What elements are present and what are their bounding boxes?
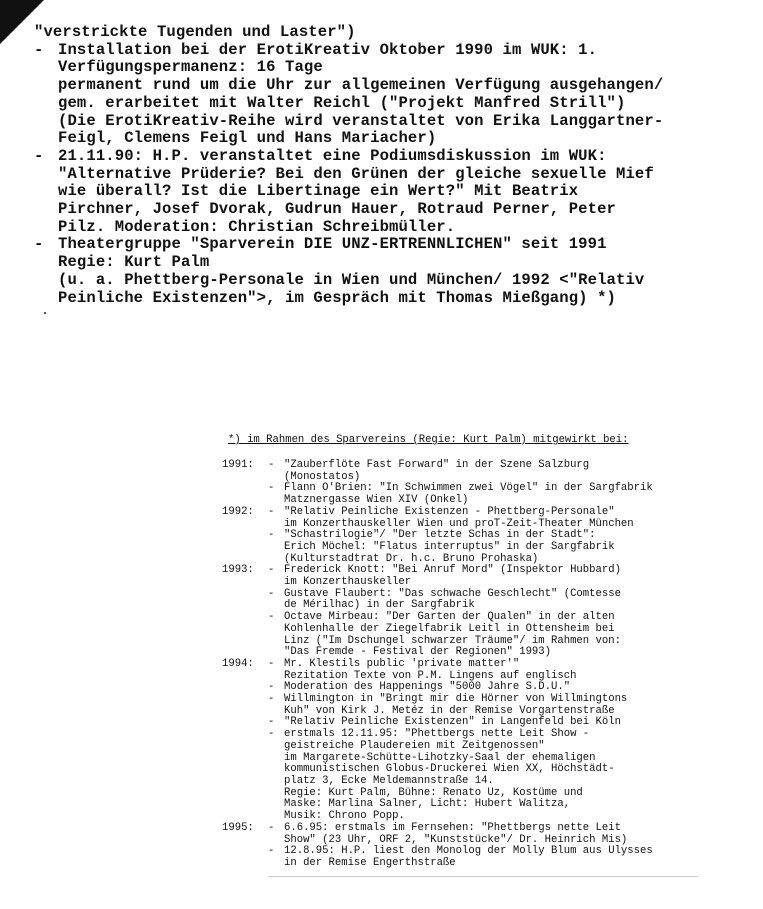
activity-line: Verfügungspermanenz: 16 Tage bbox=[58, 58, 323, 77]
entry-text: Show" (23 Uhr, ORF 2, "Kunststücke"/ Dr. Heinrich Mis) bbox=[284, 833, 628, 846]
entry-text: "Schastrilogie"/ "Der letzte Schas in der Stadt": bbox=[284, 529, 596, 542]
entry-text: 6.6.95: erstmals im Fernsehen: "Phettbergs nette Leit bbox=[284, 821, 621, 834]
activity-line: Regie: Kurt Palm bbox=[58, 253, 210, 272]
entry-text: (Monostatos) bbox=[284, 470, 361, 483]
entry-dash: - bbox=[268, 821, 275, 834]
entry-text: Frederick Knott: "Bei Anruf Mord" (Inspektor Hubbard) bbox=[284, 564, 621, 577]
entry-text: geistreiche Plaudereien mit Zeitgenossen" bbox=[284, 739, 545, 752]
entry-dash: - bbox=[268, 728, 275, 741]
year-group bbox=[222, 565, 653, 659]
entry-text: Linz ("Im Dschungel schwarzer Träume"/ im Rahmen von: bbox=[284, 634, 621, 647]
entry-text: Flann O'Brien: "In Schwimmen zwei Vögel" in der Sargfabrik bbox=[284, 482, 653, 495]
entry-text: de Mérilhac) in der Sargfabrik bbox=[284, 599, 475, 612]
activity-line: "Alternative Prüderie? Bei den Grünen der gleiche sexuelle Mief bbox=[58, 164, 654, 183]
year-label: 1993: bbox=[222, 564, 254, 577]
entry-dash: - bbox=[268, 529, 275, 542]
entry-text: erstmals 12.11.95: "Phettbergs nette Leit Show - bbox=[284, 728, 590, 741]
year-label: 1992: bbox=[222, 505, 254, 518]
activity-line: (Die ErotiKreativ-Reihe wird veranstaltet von Erika Langgartner- bbox=[58, 111, 664, 130]
year-group bbox=[222, 507, 653, 566]
entry-dash: - bbox=[268, 845, 275, 858]
activity-line: Installation bei der ErotiKreativ Oktober 1990 im WUK: 1. bbox=[58, 40, 598, 59]
activity-line: 21.11.90: H.P. veranstaltet eine Podiumsdiskussion im WUK: bbox=[58, 146, 607, 165]
entry-dash: - bbox=[268, 716, 275, 729]
footnote-line bbox=[222, 858, 653, 870]
scan-baseline bbox=[268, 876, 698, 877]
year-label: 1995: bbox=[222, 821, 254, 834]
entry-text: Willmington in "Bringt mir die Hörner von Willmingtons bbox=[284, 693, 628, 706]
entry-text: (Kulturstadtrat Dr. h.c. Bruno Prohaska) bbox=[284, 552, 539, 565]
activity-line: Peinliche Existenzen">, im Gespräch mit Thomas Mießgang) *) bbox=[58, 288, 617, 307]
entry-text: im Margarete-Schütte-Lihotzky-Saal der ehemaligen bbox=[284, 751, 596, 764]
entry-dash: - bbox=[268, 657, 275, 670]
entry-dash: - bbox=[268, 459, 275, 471]
activity-line: Pirchner, Josef Dvorak, Gudrun Hauer, Rotraud Perner, Peter bbox=[58, 200, 617, 219]
year-group bbox=[222, 460, 653, 507]
entry-dash: - bbox=[268, 505, 275, 518]
activity-item bbox=[34, 148, 754, 237]
entry-text: 12.8.95: H.P. liest den Monolog der Molly Blum aus Ulysses bbox=[284, 845, 653, 858]
entry-text: "Relativ Peinliche Existenzen" in Langenfeld bei Köln bbox=[284, 716, 621, 729]
scan-speck bbox=[44, 312, 46, 314]
entry-text: Maske: Marlina Salner, Licht: Hubert Walitza, bbox=[284, 798, 571, 811]
entry-text: Kohlenhalle der Ziegelfabrik Leitl in Ottensheim bei bbox=[284, 622, 615, 635]
entry-text: Moderation des Happenings "5000 Jahre S.D.U." bbox=[284, 681, 571, 694]
entry-text: Kuh" von Kirk J. Metéz in der Remise Vorgartenstraße bbox=[284, 704, 615, 717]
entry-dash: - bbox=[268, 611, 275, 624]
activity-line: (u. a. Phettberg-Personale in Wien und München/ 1992 <"Relativ bbox=[58, 270, 645, 289]
entry-dash: - bbox=[268, 564, 275, 577]
lead-line: "verstrickte Tugenden und Laster") bbox=[34, 23, 356, 41]
entry-text: Octave Mirbeau: "Der Garten der Qualen" in der alten bbox=[284, 611, 615, 624]
footnote-heading: *) im Rahmen des Sparvereins (Regie: Kurt Palm) mitgewirkt bei: bbox=[228, 434, 629, 446]
activity-line: wie überall? Ist die Libertinage ein Wert?" Mit Beatrix bbox=[58, 182, 579, 201]
footnote-year-list bbox=[222, 460, 653, 870]
main-text-block bbox=[34, 24, 754, 307]
activity-line: Feigl, Clemens Feigl und Hans Mariacher) bbox=[58, 129, 437, 148]
entry-text: im Konzerthauskeller Wien und proT-Zeit-Theater München bbox=[284, 517, 634, 530]
entry-text: Erich Möchel: "Flatus interruptus" in der Sargfabrik bbox=[284, 540, 615, 553]
entry-text: platz 3, Ecke Meldemannstraße 14. bbox=[284, 774, 494, 787]
year-label: 1994: bbox=[222, 657, 254, 670]
entry-text: "Das Fremde - Festival der Regionen" 1993) bbox=[284, 646, 552, 659]
activity-item bbox=[34, 42, 754, 148]
year-group bbox=[222, 659, 653, 823]
entry-text: Rezitation Texte von P.M. Lingens auf englisch bbox=[284, 669, 577, 682]
list-dash: - bbox=[34, 40, 44, 59]
year-group bbox=[222, 823, 653, 870]
entry-text: in der Remise Engerthstraße bbox=[284, 856, 456, 869]
entry-dash: - bbox=[268, 482, 275, 495]
entry-text: "Relativ Peinliche Existenzen - Phettberg-Personale" bbox=[284, 505, 615, 518]
entry-text: im Konzerthauskeller bbox=[284, 576, 412, 589]
activity-item bbox=[34, 236, 754, 307]
entry-dash: - bbox=[268, 587, 275, 600]
activity-list bbox=[34, 42, 754, 308]
entry-text: Musik: Chrono Popp. bbox=[284, 810, 405, 823]
entry-text: "Zauberflöte Fast Forward" in der Szene Salzburg bbox=[284, 459, 590, 471]
entry-dash: - bbox=[268, 693, 275, 706]
entry-text: Mr. Klestils public 'private matter'" bbox=[284, 657, 520, 670]
entry-text: Gustave Flaubert: "Das schwache Geschlecht" (Comtesse bbox=[284, 587, 621, 600]
activity-line: permanent rund um die Uhr zur allgemeinen Verfügung ausgehangen/ bbox=[58, 76, 664, 95]
activity-line: Pilz. Moderation: Christian Schreibmüller. bbox=[58, 217, 456, 236]
year-label: 1991: bbox=[222, 459, 254, 471]
activity-line: Theatergruppe "Sparverein DIE UNZ-ERTRENNLICHEN" seit 1991 bbox=[58, 235, 607, 254]
entry-text: Regie: Kurt Palm, Bühne: Renato Uz, Kostüme und bbox=[284, 786, 583, 799]
entry-text: kommunistischen Globus-Druckerei Wien XX, Höchstädt- bbox=[284, 763, 615, 776]
list-dash: - bbox=[34, 235, 44, 254]
list-dash: - bbox=[34, 146, 44, 165]
entry-text: Matznergasse Wien XIV (Onkel) bbox=[284, 494, 469, 507]
activity-line: gem. erarbeitet mit Walter Reichl ("Projekt Manfred Strill") bbox=[58, 93, 626, 112]
entry-dash: - bbox=[268, 681, 275, 694]
